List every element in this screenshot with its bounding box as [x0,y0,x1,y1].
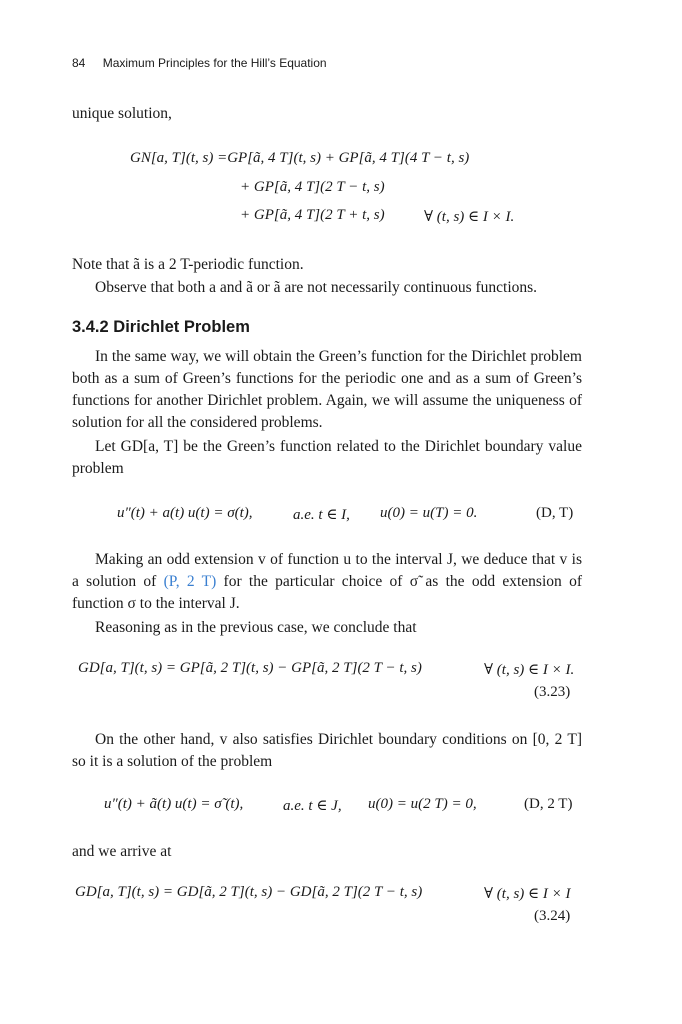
paragraph-other-hand: On the other hand, v also satisfies Dirichlet boundary conditions on [0, 2 T] so it is a solution of the problem [72,731,582,770]
equation-d2t-tag: (D, 2 T) [524,796,573,812]
paragraph-dirichlet-intro: In the same way, we will obtain the Green’s function for the Dirichlet problem both as a sum of Green’s functions for the periodic one and as a sum of Green’s functions for another Dirichlet problem. Again, we will assume the uniqueness of solution for all the considered problems. [72,348,582,431]
odd-extension-text-before: Making an odd extension v of function u to the interval J, we deduce that v is a solution of [72,551,582,590]
running-title: Maximum Principles for the Hill’s Equation [102,56,327,70]
paragraph-observe-continuity: Observe that both a and ã or ã are not necessarily continuous functions. [95,279,538,296]
paragraph-odd-extension [72,549,582,615]
equation-3-23-condition: ∀ (t, s) ∈ I × I. [484,662,575,678]
equation-d2t-ae: a.e. t ∈ J, [283,798,342,814]
paragraph-note-periodic: Note that ã is a 2 T-periodic function. [72,256,304,273]
equation-dt-lhs: u″(t) + a(t) u(t) = σ(t), [117,505,253,521]
equation-d2t-lhs: u″(t) + ã(t) u(t) = σ̃ (t), [104,796,244,812]
running-header [72,56,327,70]
equation-dt-boundary: u(0) = u(T) = 0. [380,505,478,521]
section-heading-dirichlet: 3.4.2 Dirichlet Problem [72,318,250,336]
equation-3-23-formula: GD[a, T](t, s) = GP[ã, 2 T](t, s) − GP[ã, 2 T](2 T − t, s) [78,660,422,676]
paragraph-arrive: and we arrive at [72,843,172,860]
equation-3-24-formula: GD[a, T](t, s) = GD[ã, 2 T](t, s) − GD[ã, 2 T](2 T − t, s) [75,884,423,900]
page-number: 84 [72,56,86,70]
equation-dt-tag: (D, T) [536,505,574,521]
equation-gn-line-1: GN[a, T](t, s) =GP[ã, 4 T](t, s) + GP[ã, 4 T](4 T − t, s) [130,150,470,166]
equation-dt-ae: a.e. t ∈ I, [293,507,350,523]
equation-gn-line-2: + GP[ã, 4 T](2 T − t, s) [240,179,385,195]
equation-d2t-boundary: u(0) = u(2 T) = 0, [368,796,477,812]
paragraph-reasoning: Reasoning as in the previous case, we conclude that [95,619,417,636]
paragraph-green-function-definition: Let GD[a, T] be the Green’s function related to the Dirichlet boundary value problem [72,438,582,477]
paragraph-unique-solution: unique solution, [72,105,172,122]
equation-gn-line-3: + GP[ã, 4 T](2 T + t, s) [240,207,385,223]
equation-3-23-number: (3.23) [534,684,571,700]
equation-gn-condition: ∀ (t, s) ∈ I × I. [424,209,515,225]
odd-extension-text-after: for the particular choice of σ̃ as the odd extension of function σ to the interval J. [72,573,582,612]
equation-3-24-number: (3.24) [534,908,571,924]
problem-p-2t-link[interactable]: (P, 2 T) [163,573,217,590]
equation-3-24-condition: ∀ (t, s) ∈ I × I [484,886,571,902]
